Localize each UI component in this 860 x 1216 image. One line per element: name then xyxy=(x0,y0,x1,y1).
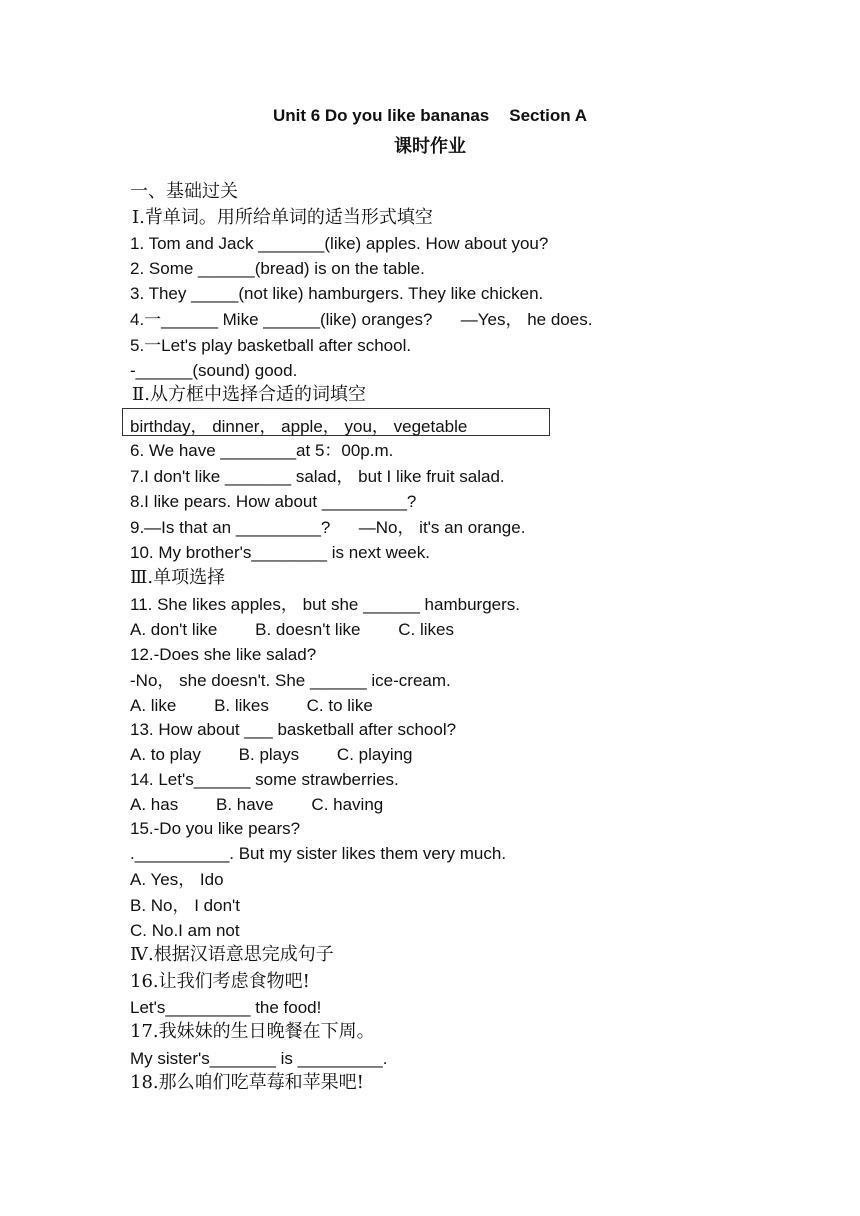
question-7: 7.I don't like _______ salad， but I like fruit salad. xyxy=(130,467,505,486)
question-15-option-a: A. Yes， Ido xyxy=(130,870,224,889)
question-1: 1. Tom and Jack _______(like) apples. How about you? xyxy=(130,234,549,253)
question-14-options: A. has B. have C. having xyxy=(130,795,384,814)
part-heading: 一、基础过关 xyxy=(130,181,238,202)
question-17-answer: My sister's_______ is _________. xyxy=(130,1049,388,1068)
question-12: 12.-Does she like salad? xyxy=(130,645,317,664)
question-5: 5.一Let's play basketball after school. xyxy=(130,336,412,355)
section-title: Section A xyxy=(509,106,588,125)
question-16-answer: Let's_________ the food! xyxy=(130,998,322,1017)
question-8: 8.I like pears. How about _________? xyxy=(130,492,417,511)
question-15: 15.-Do you like pears? xyxy=(130,819,301,838)
word-box-text: birthday， dinner， apple， you， vegetable xyxy=(130,417,468,436)
question-11: 11. She likes apples， but she ______ hamburgers. xyxy=(130,595,520,614)
question-17: 17.我妹妹的生日晚餐在下周。 xyxy=(130,1021,375,1042)
section-heading-3: Ⅲ.单项选择 xyxy=(130,567,226,588)
page-subtitle: 课时作业 xyxy=(394,136,466,157)
question-11-options: A. don't like B. doesn't like C. likes xyxy=(130,620,454,639)
question-18: 18.那么咱们吃草莓和苹果吧! xyxy=(130,1072,364,1093)
question-13: 13. How about ___ basketball after school? xyxy=(130,720,457,739)
word-box xyxy=(122,408,550,436)
section-heading-2: Ⅱ.从方框中选择合适的词填空 xyxy=(132,384,366,405)
question-15-option-b: B. No， I don't xyxy=(130,896,241,915)
question-2: 2. Some ______(bread) is on the table. xyxy=(130,259,425,278)
question-3: 3. They _____(not like) hamburgers. They like chicken. xyxy=(130,284,544,303)
question-4: 4.一______ Mike ______(like) oranges? —Yes， he does. xyxy=(130,310,593,329)
section-heading-1: Ⅰ.背单词。用所给单词的适当形式填空 xyxy=(132,207,433,228)
question-12-options: A. like B. likes C. to like xyxy=(130,696,373,715)
page-title xyxy=(0,106,860,126)
question-16: 16.让我们考虑食物吧! xyxy=(130,971,310,992)
question-6: 6. We have ________at 5：00p.m. xyxy=(130,441,394,460)
question-5-answer: -______(sound) good. xyxy=(130,361,298,380)
unit-title: Unit 6 Do you like bananas xyxy=(272,106,490,125)
question-15-answer: .__________. But my sister likes them very much. xyxy=(130,844,507,863)
question-9: 9.—Is that an _________? —No， it's an orange. xyxy=(130,518,526,537)
question-13-options: A. to play B. plays C. playing xyxy=(130,745,413,764)
section-heading-4: Ⅳ.根据汉语意思完成句子 xyxy=(130,944,334,965)
question-14: 14. Let's______ some strawberries. xyxy=(130,770,399,789)
question-15-option-c: C. No.I am not xyxy=(130,921,240,940)
question-10: 10. My brother's________ is next week. xyxy=(130,543,430,562)
question-12-answer: -No， she doesn't. She ______ ice-cream. xyxy=(130,671,451,690)
